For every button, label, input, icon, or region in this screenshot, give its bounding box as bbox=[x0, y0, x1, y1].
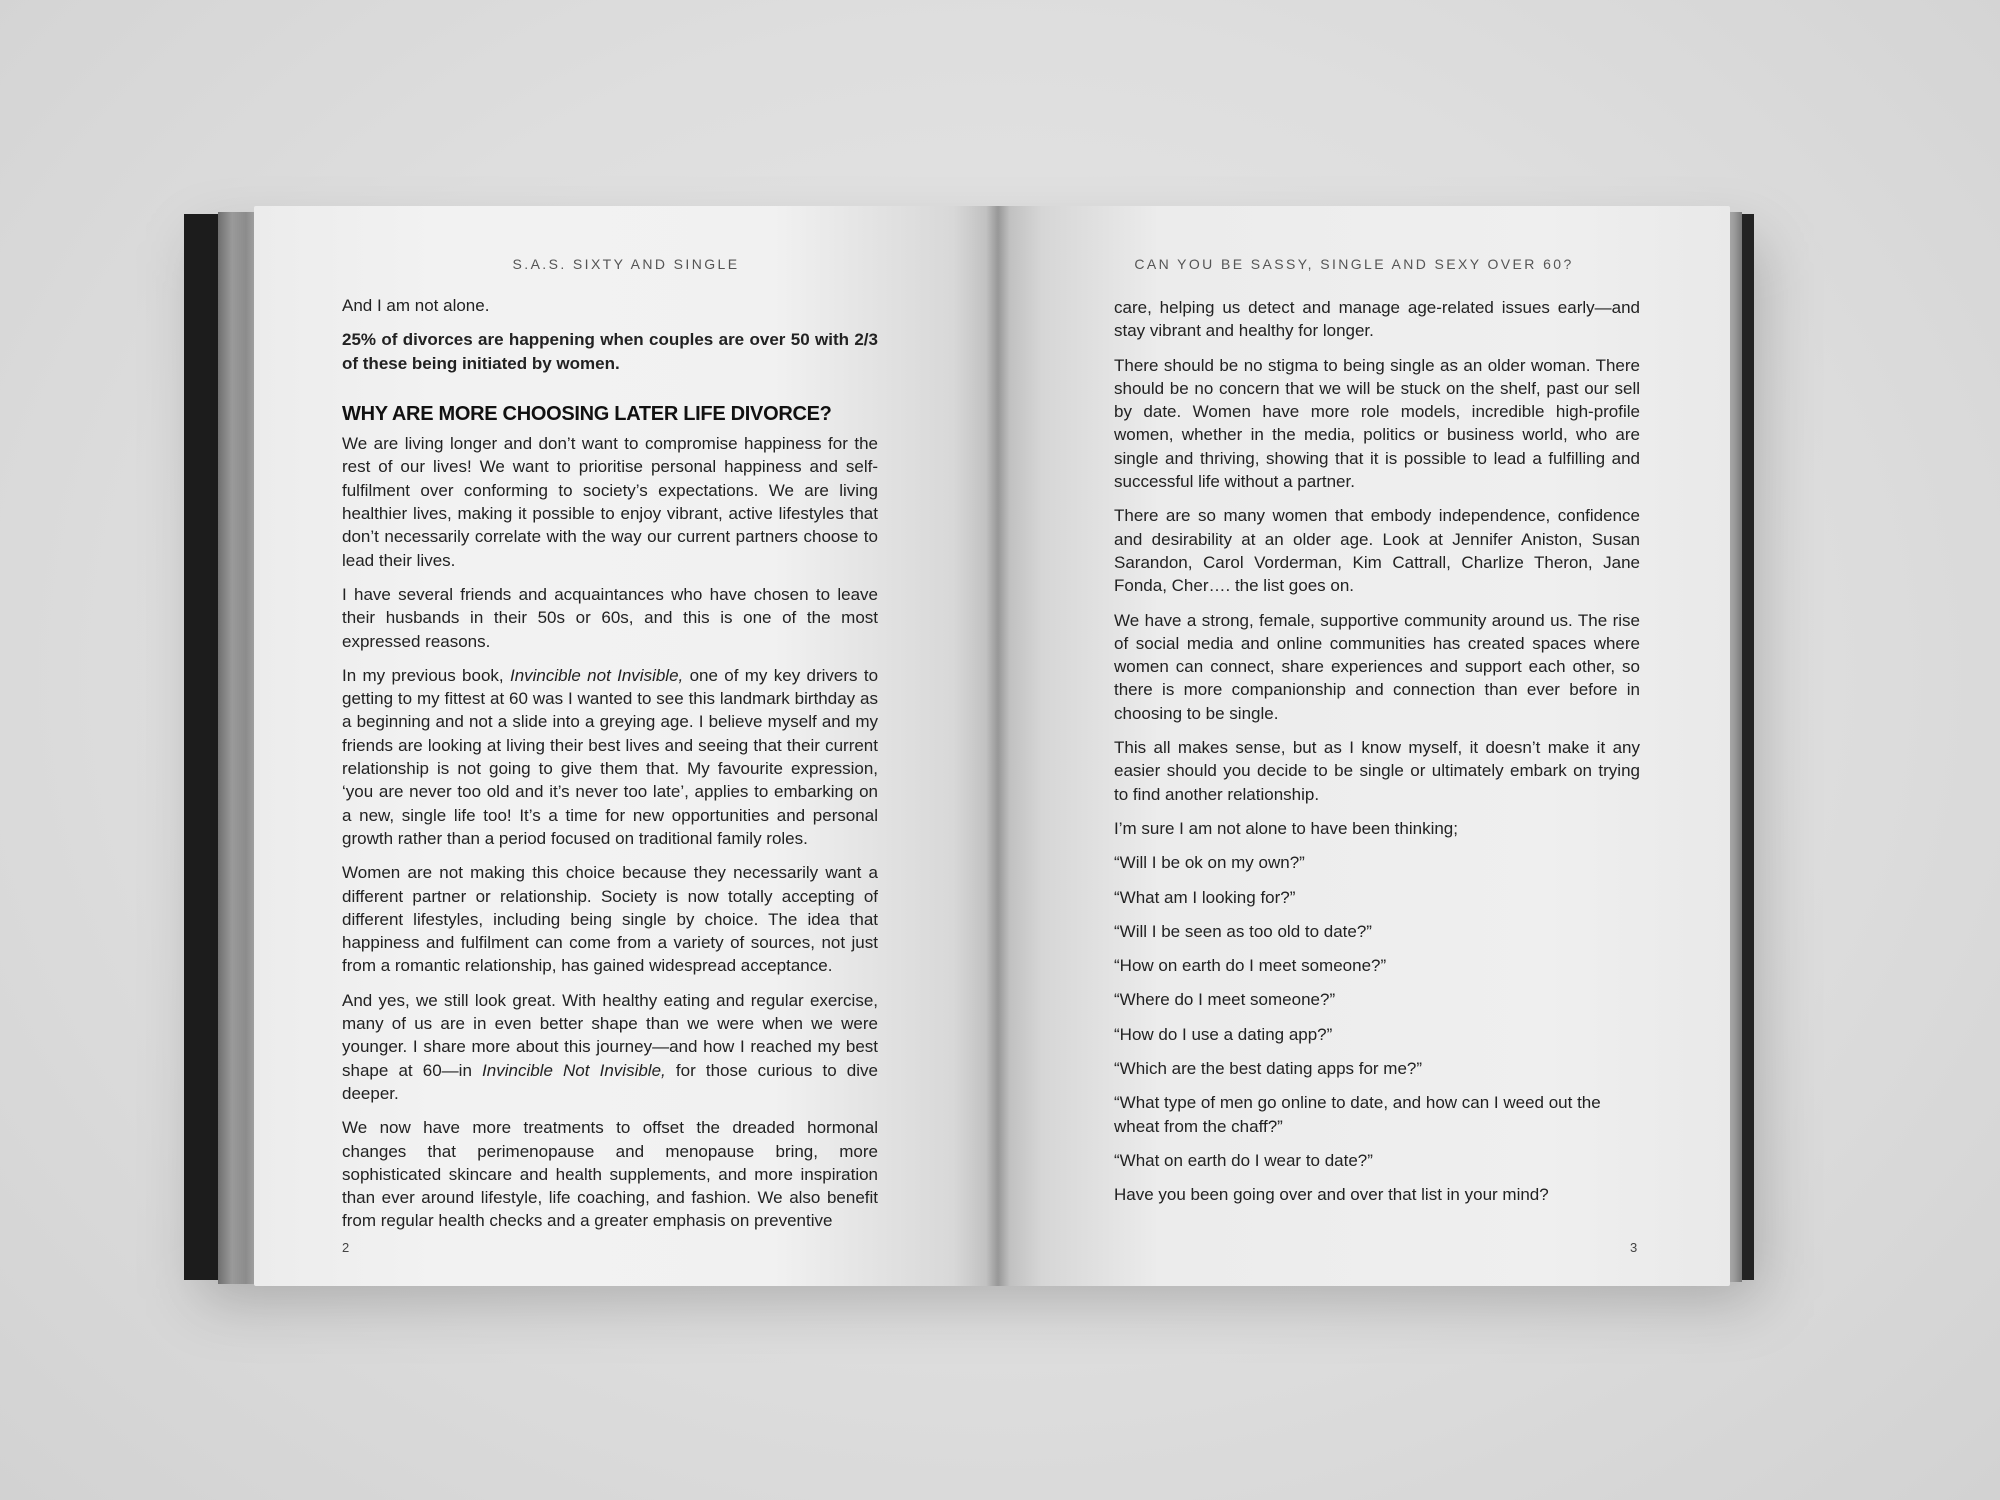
paragraph: care, helping us detect and manage age-related issues early—and stay vibrant and healthy for longer. bbox=[1114, 298, 1640, 341]
book-title: Invincible not Invisible, bbox=[509, 665, 684, 685]
paragraph: I’m sure I am not alone to have been thinking; bbox=[1114, 818, 1458, 838]
paragraph: This all makes sense, but as I know myself, it doesn’t make it any easier should you decide to be single or ultimately embark on trying to find another relationship. bbox=[1114, 738, 1640, 804]
section-heading: WHY ARE MORE CHOOSING LATER LIFE DIVORCE? bbox=[342, 402, 832, 425]
question-item: “What on earth do I wear to date?” bbox=[1114, 1150, 1373, 1170]
paragraph bbox=[342, 664, 878, 850]
text-run: for those curious to dive deeper. bbox=[342, 1060, 878, 1103]
running-head-right: CAN YOU BE SASSY, SINGLE AND SEXY OVER 60? bbox=[1134, 256, 1574, 272]
paragraph: There are so many women that embody independence, confidence and desirability at an older age. Look at Jennifer Aniston, Susan Sarandon, Carol Vorderman, Kim Cattrall, Charlize Theron, Jane Fonda, Cher…. the list goes on. bbox=[1114, 506, 1640, 596]
paragraph bbox=[342, 989, 878, 1105]
book-gutter bbox=[986, 206, 1010, 1286]
page-number-right: 3 bbox=[1630, 1240, 1638, 1255]
left-page bbox=[254, 206, 998, 1286]
question-item: “Will I be seen as too old to date?” bbox=[1114, 921, 1372, 941]
paragraph: We are living longer and don’t want to compromise happiness for the rest of our lives! We want to prioritise personal happiness and self-fulfilment over conforming to society’s expectations. We are living healthier lives, making it possible to enjoy vibrant, active lifestyles that don’t necessarily correlate with the way our current partners choose to lead their lives. bbox=[342, 434, 878, 570]
page-number-left: 2 bbox=[342, 1240, 350, 1255]
text-run: In my previous book, bbox=[342, 665, 510, 685]
text-run: one of my key drivers to getting to my fittest at 60 was I wanted to see this landmark birthday as a beginning and not a slide into a greying age. I believe myself and my friends are looking at living their best lives and seeing that their current relationship is not going to give them that. My favourite expression, ‘you are never too old and it’s never too late’, applies to embarking on a new, single life too! It’s a time for new opportunities and personal growth rather than a period focused on traditional family roles. bbox=[342, 665, 879, 848]
question-item: “How on earth do I meet someone?” bbox=[1114, 956, 1387, 976]
question-item: “What type of men go online to date, and how can I weed out the wheat from the chaff?” bbox=[1114, 1093, 1601, 1136]
closing-question: Have you been going over and over that list in your mind? bbox=[1114, 1185, 1549, 1205]
page-block-edge-left bbox=[218, 212, 258, 1284]
statistic-paragraph: 25% of divorces are happening when couples are over 50 with 2/3 of these being initiated by women. bbox=[342, 330, 878, 373]
question-item: “How do I use a dating app?” bbox=[1114, 1024, 1333, 1044]
running-head-left: S.A.S. SIXTY AND SINGLE bbox=[512, 256, 740, 272]
paragraph: We have a strong, female, supportive community around us. The rise of social media and online communities has created spaces where women can connect, share experiences and support each other, so there is more companionship and connection than ever before in choosing to be single. bbox=[1114, 610, 1640, 723]
right-page-body bbox=[1114, 296, 1640, 1218]
question-item: “Which are the best dating apps for me?” bbox=[1114, 1059, 1423, 1079]
question-item: “Where do I meet someone?” bbox=[1114, 990, 1336, 1010]
paragraph: We now have more treatments to offset the dreaded hormonal changes that perimenopause and menopause bring, more sophisticated skincare and health supplements, and more inspiration than ever around lifestyle, life coaching, and fashion. We also benefit from regular health checks and a greater emphasis on preventive bbox=[342, 1118, 878, 1231]
book-title: Invincible Not Invisible, bbox=[482, 1060, 666, 1080]
text-run: And yes, we still look great. With healthy eating and regular exercise, many of us are in even better shape than we were when we were younger. I share more about this journey—and how I reached my best shape at 60—in bbox=[342, 990, 878, 1080]
left-page-body bbox=[342, 294, 878, 1244]
paragraph: I have several friends and acquaintances who have chosen to leave their husbands in their 50s or 60s, and this is one of the most expressed reasons. bbox=[342, 584, 878, 651]
paragraph: And I am not alone. bbox=[342, 296, 490, 315]
paragraph: There should be no stigma to being single as an older woman. There should be no concern that we will be stuck on the shelf, past our sell by date. Women have more role models, incredible high-profile women, whether in the media, politics or business world, who are single and thriving, showing that it is possible to lead a fulfilling and successful life without a partner. bbox=[1114, 355, 1640, 492]
question-item: “What am I looking for?” bbox=[1114, 887, 1296, 907]
question-item: “Will I be ok on my own?” bbox=[1114, 853, 1305, 873]
right-page bbox=[998, 206, 1730, 1286]
paragraph: Women are not making this choice because they necessarily want a different partner or relationship. Society is now totally accepting of different lifestyles, including being single by choice. The idea that happiness and fulfilment can come from a variety of sources, not just from a romantic relationship, has gained widespread acceptance. bbox=[342, 863, 878, 976]
